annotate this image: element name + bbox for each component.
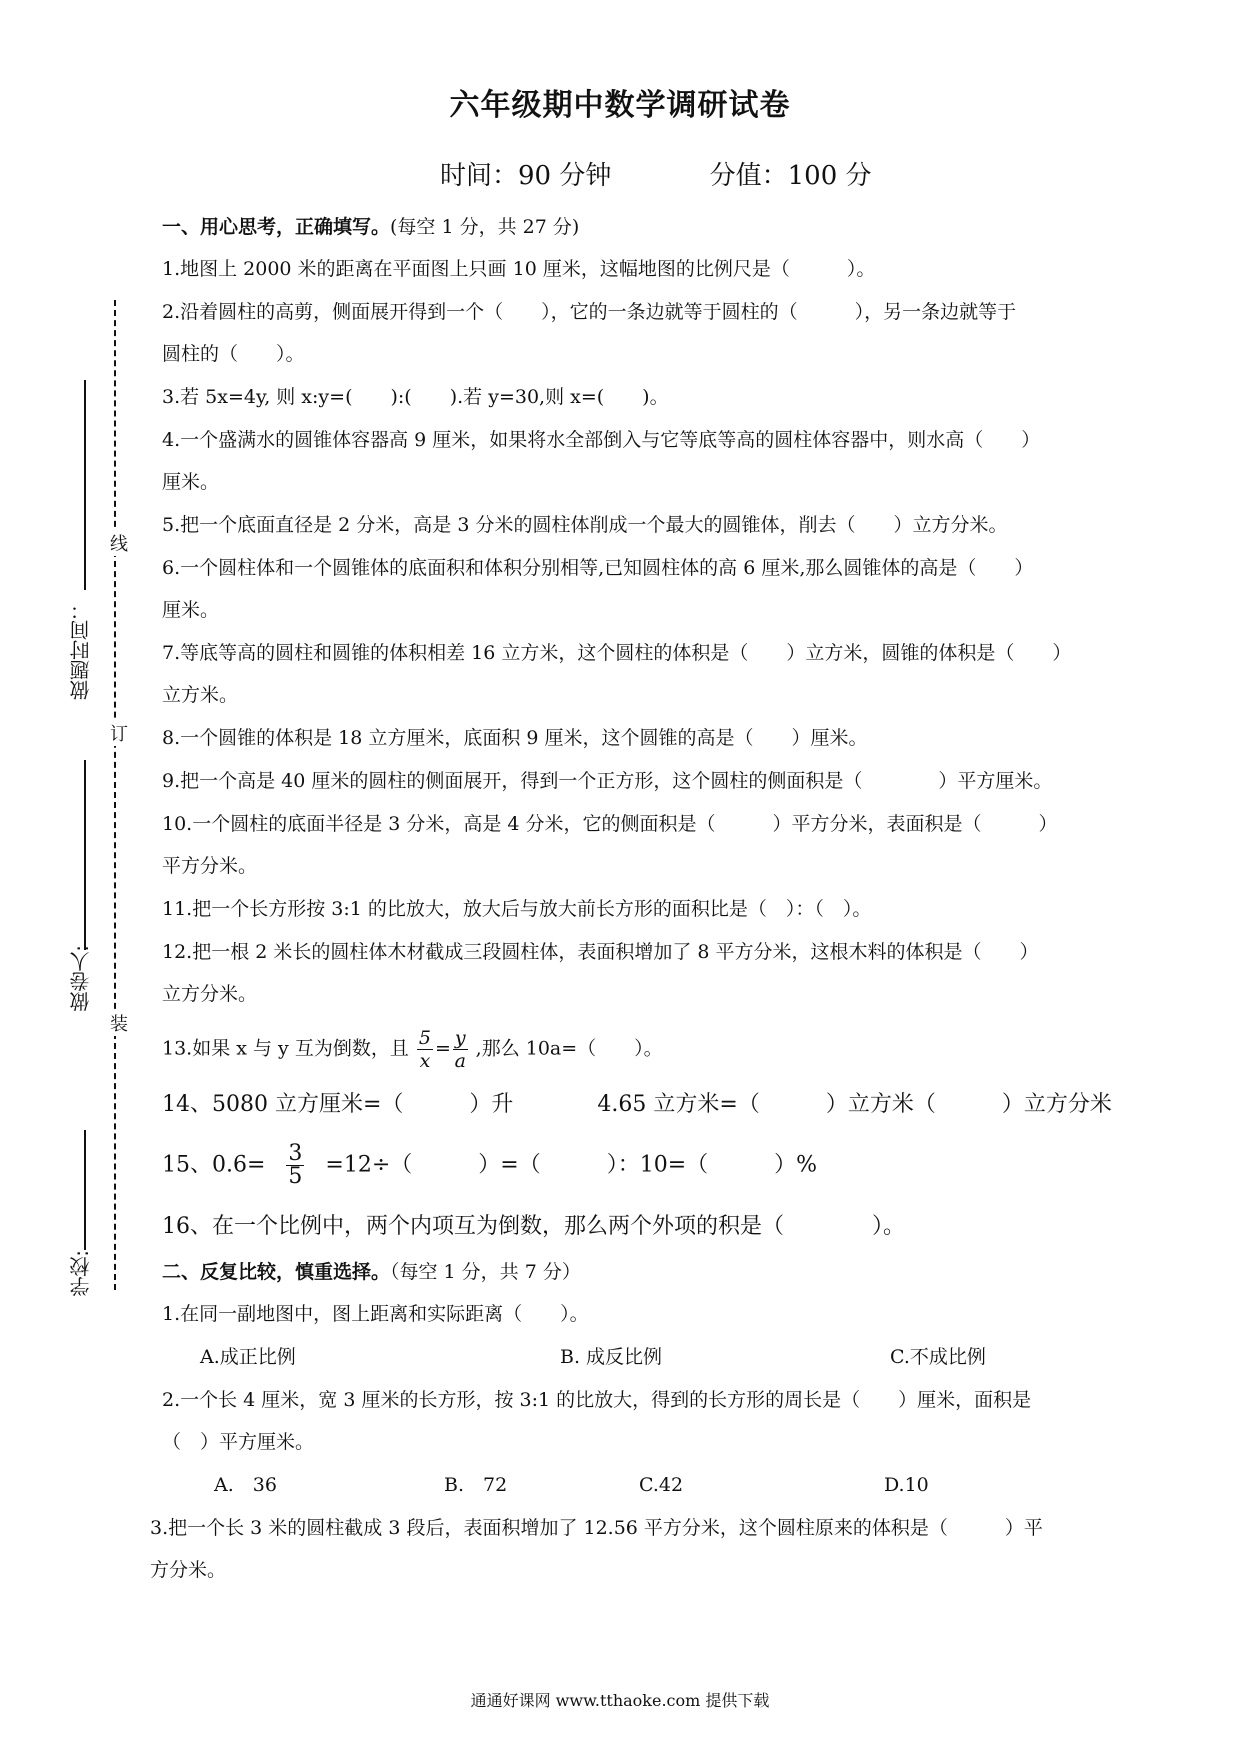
section2-heading — [162, 1257, 1172, 1284]
cut-line — [114, 300, 116, 1290]
question-text-end: =12÷（ ）=（ ）：10=（ ）% — [325, 1152, 818, 1178]
option-c: C.42 — [639, 1474, 684, 1496]
question-text-cont: 方分米。 — [150, 1559, 227, 1581]
equals-sign: = — [434, 1037, 451, 1060]
exam-meta — [440, 155, 962, 192]
question-text: 13.如果 x 与 y 互为倒数，且 — [162, 1037, 409, 1060]
fraction-denominator: 5 — [288, 1164, 303, 1189]
exam-time: 时间：90 分钟 — [440, 161, 612, 191]
question-text: 6.一个圆柱体和一个圆锥体的底面积和体积分别相等,已知圆柱体的高 6 厘米,那么圆锥体的高是（ ） — [162, 557, 1034, 579]
question-15 — [162, 1143, 1172, 1188]
question-text: 1.地图上 2000 米的距离在平面图上只画 10 厘米，这幅地图的比例尺是（ ）。 — [162, 258, 876, 280]
question-10 — [162, 812, 1172, 879]
question-text-cont: 立方米。 — [162, 684, 239, 706]
question-12 — [162, 940, 1172, 1007]
fraction-denominator: a — [454, 1050, 466, 1072]
school-label: 学校: — [69, 1250, 93, 1297]
question-text: 14、5080 立方厘米=（ ）升 — [162, 1092, 514, 1117]
question-text: 4.一个盛满水的圆锥体容器高 9 厘米，如果将水全部倒入与它等底等高的圆柱体容器中，则水高（ ） — [162, 429, 1041, 451]
question-text: 5.把一个底面直径是 2 分米，高是 3 分米的圆柱体削成一个最大的圆锥体，削去（ ）立方分米。 — [162, 514, 1008, 536]
cut-mark-bind: 订 — [104, 720, 130, 746]
question-6 — [162, 556, 1172, 623]
fraction-numerator: y — [454, 1027, 466, 1049]
option-b: B. 成反比例 — [560, 1346, 663, 1368]
question-text: 1.在同一副地图中，图上距离和实际距离（ ）。 — [162, 1303, 589, 1325]
question-text-cont: 圆柱的（ ）。 — [162, 343, 305, 365]
question-8 — [162, 726, 1172, 751]
question-text: 2.一个长 4 厘米，宽 3 厘米的长方形，按 3:1 的比放大，得到的长方形的周长是（ ）厘米，面积是 — [162, 1389, 1032, 1411]
question-text: 15、0.6= — [162, 1152, 266, 1178]
option-c: C.不成比例 — [890, 1346, 986, 1368]
question-text: 16、在一个比例中，两个内项互为倒数，那么两个外项的积是（ ）。 — [162, 1214, 905, 1239]
option-a: A. 36 — [214, 1474, 277, 1496]
question-text: 9.把一个高是 40 厘米的圆柱的侧面展开，得到一个正方形，这个圆柱的侧面积是（ ）平方厘米。 — [162, 770, 1053, 792]
maker-field-line — [84, 760, 86, 950]
question-text: 10.一个圆柱的底面半径是 3 分米，高是 4 分米，它的侧面积是（ ）平方分米，表面积是（ ） — [162, 813, 1058, 835]
maker-label: 做卷人: — [69, 945, 93, 1012]
fraction-numerator: 5 — [418, 1027, 431, 1049]
question-text-cont: 平方分米。 — [162, 855, 258, 877]
question-4 — [162, 428, 1172, 495]
question-text: 11.把一个长方形按 3:1 的比放大，放大后与放大前长方形的面积比是（ ）：（ ）。 — [162, 898, 872, 920]
question-text-part2: 4.65 立方米=（ ）立方米（ ）立方分米 — [597, 1092, 1112, 1117]
question-5 — [162, 513, 1172, 538]
section1-heading — [162, 212, 1172, 239]
question-text: 2.沿着圆柱的高剪，侧面展开得到一个（ ），它的一条边就等于圆柱的（ ），另一条边就等于 — [162, 301, 1017, 323]
cut-mark-line: 线 — [104, 530, 130, 556]
question-2 — [162, 300, 1172, 367]
fraction-5-over-x — [417, 1027, 433, 1072]
fraction-numerator: 3 — [288, 1141, 303, 1166]
option-d: D.10 — [884, 1474, 929, 1496]
question-3 — [162, 385, 1172, 410]
footer-source: 通通好课网 www.tthaoke.com 提供下载 — [470, 1691, 770, 1710]
question-7 — [162, 641, 1172, 708]
mc-options-2 — [162, 1473, 1172, 1498]
question-13 — [162, 1027, 1172, 1072]
question-text: 7.等底等高的圆柱和圆锥的体积相差 16 立方米，这个圆柱的体积是（ ）立方米，圆锥的体积是（ ） — [162, 642, 1072, 664]
section1-note: (每空 1 分，共 27 分) — [390, 216, 580, 238]
mc-question-1 — [162, 1302, 1172, 1327]
question-text-cont: 厘米。 — [162, 599, 220, 621]
fraction-denominator: x — [419, 1050, 431, 1072]
school-field-line — [84, 1130, 86, 1250]
mc-question-2 — [162, 1388, 1172, 1455]
question-text-end: ,那么 10a=（ ）。 — [475, 1037, 663, 1060]
cut-mark-staple: 装 — [104, 1010, 130, 1036]
question-text-cont: （ ）平方厘米。 — [162, 1431, 315, 1453]
question-9 — [162, 769, 1172, 794]
section2-title: 二、反复比较，慎重选择。 — [162, 1261, 391, 1283]
question-text: 3.把一个长 3 米的圆柱截成 3 段后，表面积增加了 12.56 平方分米，这个圆柱原来的体积是（ ）平 — [150, 1517, 1043, 1539]
question-text: 8.一个圆锥的体积是 18 立方厘米，底面积 9 厘米，这个圆锥的高是（ ）厘米。 — [162, 727, 868, 749]
option-b: B. 72 — [444, 1474, 508, 1496]
page-title: 六年级期中数学调研试卷 — [449, 88, 791, 123]
time-field-line — [84, 380, 86, 590]
question-text: 12.把一根 2 米长的圆柱体木材截成三段圆柱体，表面积增加了 8 平方分米，这根木料的体积是（ ） — [162, 941, 1039, 963]
question-14 — [162, 1092, 1172, 1117]
question-16 — [162, 1214, 1172, 1239]
section1-title: 一、用心思考，正确填写。 — [162, 216, 391, 238]
time-label: 做题时间： — [69, 600, 93, 700]
question-text-cont: 厘米。 — [162, 471, 220, 493]
question-text-cont: 立方分米。 — [162, 983, 258, 1005]
binding-margin — [60, 280, 150, 1310]
fraction-3-over-5 — [286, 1143, 304, 1188]
section2-note: （每空 1 分，共 7 分） — [390, 1261, 581, 1283]
mc-options-1 — [162, 1345, 1172, 1370]
question-11 — [162, 897, 1172, 922]
exam-score: 分值：100 分 — [709, 161, 872, 191]
option-a: A.成正比例 — [200, 1346, 296, 1368]
question-text: 3.若 5x=4y, 则 x:y=( ):( ).若 y=30,则 x=( )。 — [162, 386, 669, 408]
mc-question-3 — [150, 1516, 1172, 1583]
question-1 — [162, 257, 1172, 282]
exam-body — [150, 212, 1172, 1601]
fraction-y-over-a — [453, 1027, 468, 1072]
